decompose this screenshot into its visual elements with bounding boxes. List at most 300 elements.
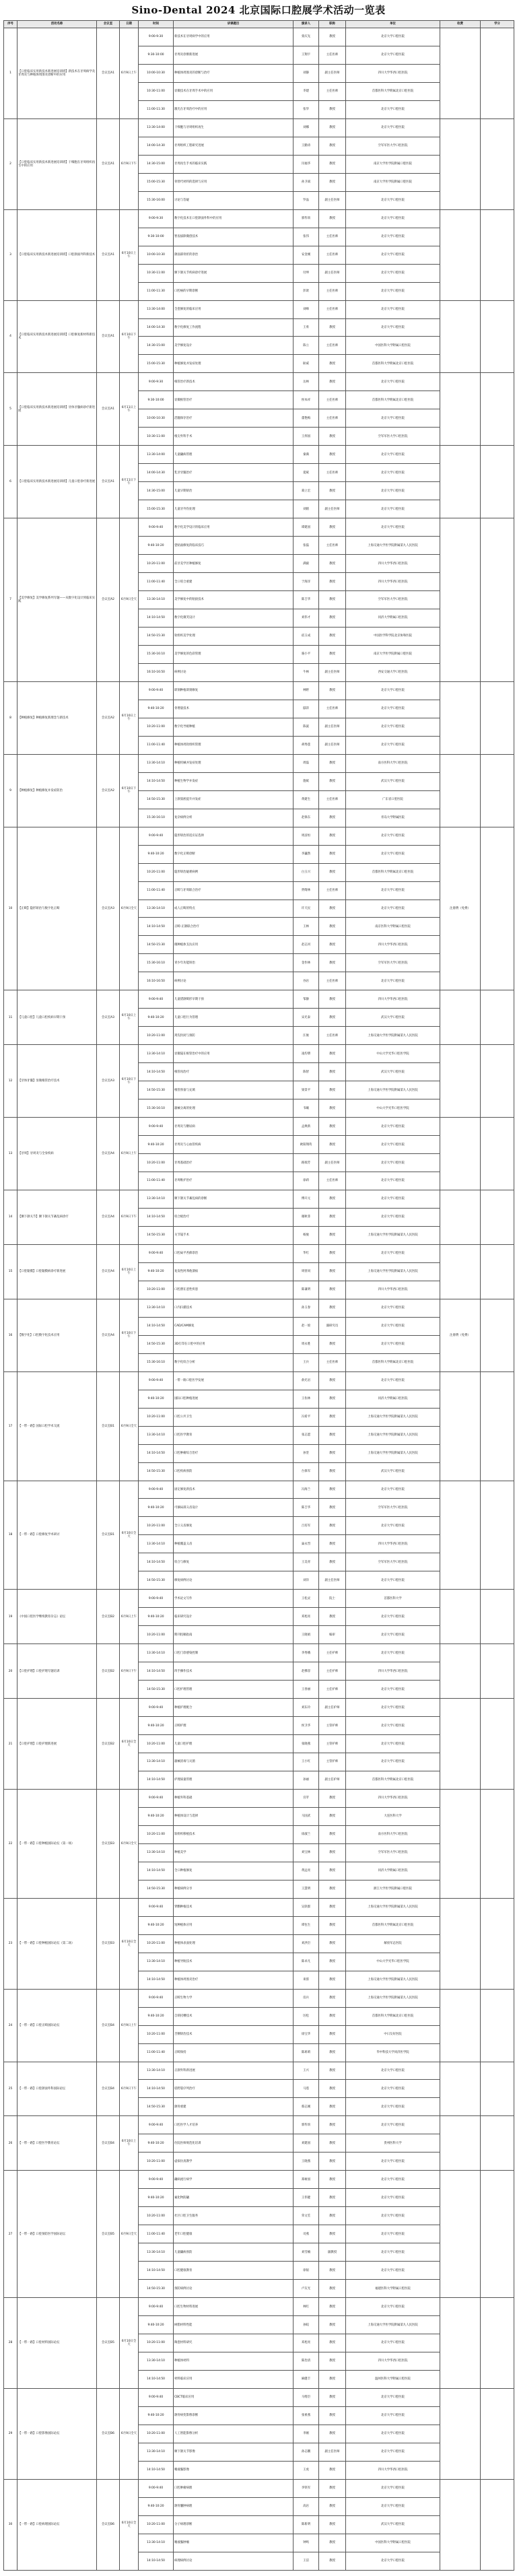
session-rank: 教授 bbox=[319, 2425, 346, 2443]
session-speaker: 房兵 bbox=[294, 1989, 319, 2007]
table-row bbox=[4, 446, 514, 464]
event-name: 【一带一路】口腔颌面外科国际论坛 bbox=[18, 2062, 97, 2116]
session-topic: 全瓷修复的临床应用 bbox=[174, 300, 294, 318]
session-speaker: 刘伟才 bbox=[294, 609, 319, 628]
session-time: 11:00-11:30 bbox=[139, 282, 174, 300]
session-rank: 教授 bbox=[319, 1426, 346, 1444]
session-org: 福建医科大学附属口腔医院 bbox=[346, 2280, 440, 2298]
session-rank: 教授 bbox=[319, 28, 346, 46]
session-time: 10:20-11:00 bbox=[139, 2515, 174, 2534]
session-topic: 美学修复中的粘接技术 bbox=[174, 591, 294, 609]
session-time: 14:50-15:30 bbox=[139, 2098, 174, 2116]
session-org: 南方医科大学口腔医院 bbox=[346, 754, 440, 772]
event-date: 6月9日全天 bbox=[120, 518, 139, 682]
table-row bbox=[4, 209, 514, 228]
session-rank: 教授 bbox=[319, 118, 346, 137]
session-speaker: 黄建生 bbox=[294, 790, 319, 809]
session-topic: 正畸-正颌联合治疗 bbox=[174, 918, 294, 936]
session-speaker: 施斌 bbox=[294, 772, 319, 790]
session-topic: 颌骨重建 bbox=[174, 2098, 294, 2116]
session-topic: 老年口腔健康 bbox=[174, 2225, 294, 2243]
session-time: 16:10-16:50 bbox=[139, 972, 174, 990]
session-rank: 教授 bbox=[319, 1934, 346, 1953]
event-number: 11 bbox=[4, 990, 18, 1045]
session-time: 14:00-14:30 bbox=[139, 137, 174, 155]
event-credit bbox=[481, 446, 514, 518]
session-speaker: 王虎 bbox=[294, 2461, 319, 2479]
event-fee bbox=[440, 1118, 481, 1190]
table-body bbox=[4, 28, 514, 2571]
event-number: 9 bbox=[4, 754, 18, 827]
session-rank: 主任医师 bbox=[319, 700, 346, 718]
session-topic: 种植机械并发症处理 bbox=[174, 754, 294, 772]
event-name: 【牙周】牙周炎与全身疾病 bbox=[18, 1118, 97, 1190]
session-speaker: 傅开元 bbox=[294, 1190, 319, 1209]
session-time: 14:10-14:50 bbox=[139, 1971, 174, 1989]
session-speaker: 谷岩 bbox=[294, 972, 319, 990]
session-time: 14:30-15:00 bbox=[139, 155, 174, 173]
event-fee bbox=[440, 681, 481, 754]
session-rank: 教授 bbox=[319, 2352, 346, 2371]
session-rank: 教授 bbox=[319, 173, 346, 191]
session-org: 北京大学口腔医院 bbox=[346, 681, 440, 700]
session-speaker: 李建 bbox=[294, 82, 319, 100]
event-name: 《中国口腔医学继续教育杂志》论坛 bbox=[18, 1590, 97, 1644]
column-header: 序号 bbox=[4, 21, 18, 28]
session-org: 北京大学口腔医院 bbox=[346, 2479, 440, 2497]
event-date: 6月10日上午 bbox=[120, 681, 139, 754]
session-org: 北京大学口腔医院 bbox=[346, 264, 440, 282]
session-time: 14:10-14:50 bbox=[139, 1771, 174, 1790]
session-time: 10:20-11:00 bbox=[139, 1408, 174, 1426]
session-speaker: 陈卓凡 bbox=[294, 1953, 319, 1971]
event-number: 16 bbox=[4, 1299, 18, 1371]
session-time: 15:30-16:10 bbox=[139, 645, 174, 663]
session-time: 13:30-14:10 bbox=[139, 1644, 174, 1662]
session-org: 四川大学华西口腔医院 bbox=[346, 936, 440, 954]
session-org: 北京大学口腔医院 bbox=[346, 500, 440, 518]
session-topic: 数字化正畸诊断 bbox=[174, 845, 294, 863]
column-header: 收费 bbox=[440, 21, 481, 28]
session-topic: 舌侧矫治技术 bbox=[174, 2025, 294, 2043]
event-credit bbox=[481, 1789, 514, 1898]
session-topic: 种植导航技术 bbox=[174, 1953, 294, 1971]
event-date: 6月9日下午 bbox=[120, 1190, 139, 1245]
event-fee bbox=[440, 1898, 481, 1989]
session-org: 大连医科大学 bbox=[346, 1807, 440, 1825]
session-time: 15:00-15:30 bbox=[139, 173, 174, 191]
event-number: 28 bbox=[4, 2298, 18, 2389]
session-speaker: 李巍然 bbox=[294, 845, 319, 863]
session-speaker: 王小红 bbox=[294, 1753, 319, 1771]
session-speaker: 吕培军 bbox=[294, 1517, 319, 1535]
session-topic: 预防病例讨论 bbox=[174, 2280, 294, 2298]
session-rank: 主任医师 bbox=[319, 464, 346, 482]
session-topic: 复发性阿弗他溃疡 bbox=[174, 1262, 294, 1281]
session-org: 广东省口腔医院 bbox=[346, 790, 440, 809]
event-room: 会议室A3 bbox=[97, 990, 120, 1045]
session-time: 9:40-10:20 bbox=[139, 2406, 174, 2425]
session-time: 14:00-14:30 bbox=[139, 318, 174, 337]
session-org: 西安交通大学口腔医院 bbox=[346, 663, 440, 681]
session-topic: 正畸生物力学 bbox=[174, 1989, 294, 2007]
session-topic: 儿童龋病管理 bbox=[174, 446, 294, 464]
event-date: 6月9日全天 bbox=[120, 2171, 139, 2298]
event-date: 6月10日全天 bbox=[120, 1699, 139, 1790]
event-fee bbox=[440, 1699, 481, 1790]
event-number: 3 bbox=[4, 209, 18, 300]
event-fee bbox=[440, 2298, 481, 2389]
session-org: 中国医科大学附属口腔医院 bbox=[346, 2534, 440, 2552]
session-rank: 教授 bbox=[319, 2406, 346, 2425]
event-room: 会议室A4 bbox=[97, 1244, 120, 1299]
event-credit bbox=[481, 1244, 514, 1299]
session-rank: 主管护师 bbox=[319, 1717, 346, 1735]
event-name: 【口腔临床实用新技术新进展培训班】新技术在牙周病学及牙周炎与种植体周围炎诊断中的应用 bbox=[18, 28, 97, 119]
session-topic: 病理病例讨论 bbox=[174, 2552, 294, 2570]
session-topic: 激光在牙周治疗中的应用 bbox=[174, 100, 294, 118]
session-org: 首都医科大学附属北京口腔医院 bbox=[346, 863, 440, 881]
session-topic: 显微根管治疗 bbox=[174, 391, 294, 409]
session-topic: 陶瓷材料研究 bbox=[174, 2334, 294, 2352]
session-time: 14:00-14:30 bbox=[139, 464, 174, 482]
session-rank: 副主任医师 bbox=[319, 718, 346, 736]
session-rank: 教授 bbox=[319, 482, 346, 500]
session-org: 空军军医大学口腔医院 bbox=[346, 1499, 440, 1517]
event-name: 【一带一路】口腔病理国际论坛 bbox=[18, 2479, 97, 2570]
session-topic: 颞下颌关节影像 bbox=[174, 2443, 294, 2461]
session-speaker: 高岩 bbox=[294, 2497, 319, 2515]
session-time: 14:10-14:50 bbox=[139, 2552, 174, 2570]
session-time: 9:40-10:20 bbox=[139, 1499, 174, 1517]
session-speaker: 王林 bbox=[294, 918, 319, 936]
column-header: 学分 bbox=[481, 21, 514, 28]
table-row bbox=[4, 1244, 514, 1262]
session-org: 北京大学口腔医院 bbox=[346, 1335, 440, 1353]
event-credit bbox=[481, 1190, 514, 1245]
session-speaker: 林红 bbox=[294, 2298, 319, 2316]
session-topic: 数字化技术在口腔颌面外科中的应用 bbox=[174, 209, 294, 228]
session-speaker: 束蓉 bbox=[294, 1971, 319, 1989]
event-date: 6月9日下午 bbox=[120, 1644, 139, 1699]
session-topic: 根管预备与充填 bbox=[174, 1081, 294, 1099]
session-speaker: 陈治清 bbox=[294, 2352, 319, 2371]
session-org: 空军军医大学口腔医院 bbox=[346, 591, 440, 609]
session-org: 武汉大学口腔医院 bbox=[346, 772, 440, 790]
session-speaker: 王佐林 bbox=[294, 1390, 319, 1408]
session-time: 15:00-15:30 bbox=[139, 500, 174, 518]
session-time: 14:50-15:30 bbox=[139, 1462, 174, 1481]
session-time: 14:10-14:50 bbox=[139, 1317, 174, 1335]
table-row bbox=[4, 1699, 514, 1717]
session-topic: 数字化微笑设计 bbox=[174, 609, 294, 628]
session-topic: 隐形矫治的适应证选择 bbox=[174, 827, 294, 845]
session-org: 北京大学口腔医院 bbox=[346, 2243, 440, 2262]
event-name: 【口腔护理】口腔护理专题培训 bbox=[18, 1644, 97, 1699]
session-org: 北京大学口腔医院 bbox=[346, 409, 440, 428]
table-row bbox=[4, 2116, 514, 2134]
session-speaker: 邸萍 bbox=[294, 700, 319, 718]
session-speaker: 谢秋菲 bbox=[294, 1208, 319, 1226]
event-room: 会议室A2 bbox=[97, 518, 120, 682]
session-speaker: 赵佛容 bbox=[294, 1662, 319, 1681]
session-speaker: 马莲 bbox=[294, 2080, 319, 2098]
session-rank: 教授 bbox=[319, 2189, 346, 2207]
session-rank: 教授 bbox=[319, 2116, 346, 2134]
event-credit bbox=[481, 2388, 514, 2479]
session-org: 北京大学口腔医院 bbox=[346, 881, 440, 900]
session-topic: 口腔扁平苔藓诊治 bbox=[174, 1244, 294, 1262]
event-room: 会议室A1 bbox=[97, 300, 120, 373]
session-speaker: 周曾同 bbox=[294, 1262, 319, 1281]
session-rank: 教授 bbox=[319, 318, 346, 337]
session-rank: 主管护师 bbox=[319, 1753, 346, 1771]
session-time: 9:00-9:40 bbox=[139, 681, 174, 700]
session-speaker: 孙志鹏 bbox=[294, 2443, 319, 2461]
session-rank: 教授 bbox=[319, 954, 346, 972]
session-speaker: 徐莉 bbox=[294, 1172, 319, 1190]
session-rank: 副主任医师 bbox=[319, 736, 346, 754]
session-time: 9:00-9:40 bbox=[139, 2388, 174, 2406]
session-speaker: 贾绮林 bbox=[294, 881, 319, 900]
session-speaker: 栾庆先 bbox=[294, 28, 319, 46]
session-topic: 临床研究设计 bbox=[174, 1608, 294, 1626]
session-speaker: 陈吉华 bbox=[294, 1499, 319, 1517]
session-time: 9:00-9:40 bbox=[139, 990, 174, 1009]
session-time: 10:20-11:00 bbox=[139, 2425, 174, 2443]
table-row bbox=[4, 754, 514, 772]
session-org: 武汉大学口腔医院 bbox=[346, 1063, 440, 1081]
session-time: 9:40-10:20 bbox=[139, 700, 174, 718]
session-speaker: 林野 bbox=[294, 681, 319, 700]
session-org: 首都医科大学附属北京口腔医院 bbox=[346, 391, 440, 409]
session-speaker: 荣文笙 bbox=[294, 2207, 319, 2225]
event-credit bbox=[481, 1989, 514, 2062]
session-org: 空军军医大学口腔医院 bbox=[346, 1553, 440, 1571]
event-fee bbox=[440, 2479, 481, 2570]
event-room: 会议室A1 bbox=[97, 373, 120, 446]
session-org: 北京大学口腔医院 bbox=[346, 2225, 440, 2243]
event-fee bbox=[440, 2116, 481, 2171]
event-fee bbox=[440, 1590, 481, 1644]
session-time: 14:10-14:50 bbox=[139, 2080, 174, 2098]
session-time: 13:30-14:10 bbox=[139, 1190, 174, 1209]
session-time: 14:30-15:00 bbox=[139, 482, 174, 500]
session-time: 13:30-14:10 bbox=[139, 900, 174, 918]
session-rank: 教授 bbox=[319, 918, 346, 936]
table-row bbox=[4, 373, 514, 391]
session-speaker: 李刚 bbox=[294, 2425, 319, 2443]
session-topic: 数字化修复工作流程 bbox=[174, 318, 294, 337]
session-speaker: 满毅 bbox=[294, 555, 319, 573]
session-rank: 教授 bbox=[319, 2534, 346, 2552]
session-org: 四川大学华西口腔医院 bbox=[346, 2461, 440, 2479]
session-speaker: 岳林 bbox=[294, 373, 319, 391]
session-rank: 主任医师 bbox=[319, 300, 346, 318]
session-speaker: 白玉兴 bbox=[294, 863, 319, 881]
session-rank: 副主任医师 bbox=[319, 2443, 346, 2461]
event-credit bbox=[481, 1644, 514, 1699]
session-time: 14:50-15:30 bbox=[139, 1335, 174, 1353]
session-time: 13:30-14:00 bbox=[139, 446, 174, 464]
event-credit bbox=[481, 518, 514, 682]
session-rank: 教授 bbox=[319, 1462, 346, 1481]
session-topic: 口腔医学人才培养 bbox=[174, 2116, 294, 2134]
event-credit bbox=[481, 1590, 514, 1644]
session-org: 空军军医大学口腔医院 bbox=[346, 137, 440, 155]
session-rank: 教授 bbox=[319, 1208, 346, 1226]
table-row bbox=[4, 2171, 514, 2189]
session-time: 9:00-9:40 bbox=[139, 2298, 174, 2316]
session-org: 北京大学口腔医院 bbox=[346, 827, 440, 845]
session-org: 南京大学医学院附属口腔医院 bbox=[346, 645, 440, 663]
session-org: 中山大学光华口腔医学院 bbox=[346, 1953, 440, 1971]
session-speaker: 陈立 bbox=[294, 337, 319, 355]
event-credit bbox=[481, 1371, 514, 1481]
session-speaker: 刘娜 bbox=[294, 118, 319, 137]
session-rank: 教授 bbox=[319, 2098, 346, 2116]
session-speaker: 刘建国 bbox=[294, 2134, 319, 2153]
session-topic: 病例讨论 bbox=[174, 972, 294, 990]
session-rank: 教授 bbox=[319, 772, 346, 790]
session-topic: 短种植体应用 bbox=[174, 1916, 294, 1934]
session-time: 9:40-10:20 bbox=[139, 537, 174, 555]
session-topic: 口腔肿瘤综合治疗 bbox=[174, 1444, 294, 1462]
session-topic: 可摘局部义齿设计 bbox=[174, 1499, 294, 1517]
session-rank: 教授 bbox=[319, 645, 346, 663]
session-rank: 教授 bbox=[319, 2043, 346, 2062]
event-fee bbox=[440, 300, 481, 373]
session-org: 北京大学口腔医院 bbox=[346, 2497, 440, 2515]
session-org: 上海交通大学医学院附属第九人民医院 bbox=[346, 1444, 440, 1462]
session-speaker: 巢永烈 bbox=[294, 1535, 319, 1553]
session-org: 北京大学口腔医院 bbox=[346, 46, 440, 64]
session-org: 北京大学口腔医院 bbox=[346, 845, 440, 863]
session-time: 13:30-14:10 bbox=[139, 1753, 174, 1771]
session-time: 9:00-9:40 bbox=[139, 1118, 174, 1136]
event-number: 4 bbox=[4, 300, 18, 373]
event-date: 6月10日全天 bbox=[120, 1898, 139, 1989]
event-room: 会议室B6 bbox=[97, 2479, 120, 2570]
session-org: 南京大学医学院附属口腔医院 bbox=[346, 155, 440, 173]
session-org: 北京大学口腔医院 bbox=[346, 464, 440, 482]
session-topic: 种植体材料 bbox=[174, 2352, 294, 2371]
session-speaker: 王兴 bbox=[294, 2062, 319, 2080]
session-org: 上海交通大学医学院附属第九人民医院 bbox=[346, 1898, 440, 1916]
session-rank: 主任护师 bbox=[319, 1681, 346, 1699]
session-time: 13:30-14:00 bbox=[139, 118, 174, 137]
table-row bbox=[4, 2479, 514, 2497]
event-date: 6月11日下午 bbox=[120, 446, 139, 518]
event-number: 18 bbox=[4, 1481, 18, 1590]
session-time: 14:50-15:30 bbox=[139, 790, 174, 809]
session-rank: 教授 bbox=[319, 1045, 346, 1063]
session-rank: 主任医师 bbox=[319, 1172, 346, 1190]
event-credit bbox=[481, 2116, 514, 2171]
event-number: 27 bbox=[4, 2171, 18, 2298]
session-speaker: 侯本祥 bbox=[294, 391, 319, 409]
session-org: 温州医科大学附属口腔医院 bbox=[346, 2370, 440, 2388]
session-rank: 教授 bbox=[319, 1009, 346, 1027]
event-name: 【一带一路】口腔修复学术研讨 bbox=[18, 1481, 97, 1590]
session-topic: 牙周炎与心血管疾病 bbox=[174, 1136, 294, 1154]
session-topic: 瓷贴面修复的临床技巧 bbox=[174, 537, 294, 555]
session-org: 中国医科大学附属口腔医院 bbox=[346, 337, 440, 355]
session-topic: 种植病例分享 bbox=[174, 1880, 294, 1898]
session-topic: 口腔医学教育 bbox=[174, 1426, 294, 1444]
session-org: 上海交通大学医学院附属第九人民医院 bbox=[346, 1971, 440, 1989]
session-rank: 教授 bbox=[319, 1118, 346, 1136]
session-rank: 教授 bbox=[319, 1989, 346, 2007]
session-topic: 龋病流行病学 bbox=[174, 2171, 294, 2189]
event-room: 会议室B4 bbox=[97, 1989, 120, 2062]
session-org: 北京大学口腔医院 bbox=[346, 446, 440, 464]
session-speaker: 刘雪楠 bbox=[294, 2243, 319, 2262]
session-speaker: 欧阳翔英 bbox=[294, 1136, 319, 1154]
session-speaker: 谭建国 bbox=[294, 518, 319, 537]
session-rank: 教授 bbox=[319, 1136, 346, 1154]
session-rank: 教授 bbox=[319, 1262, 346, 1281]
session-time: 9:30-10:00 bbox=[139, 391, 174, 409]
session-org: 武汉大学口腔医院 bbox=[346, 2515, 440, 2534]
session-time: 15:30-16:10 bbox=[139, 954, 174, 972]
column-header: 职称 bbox=[319, 21, 346, 28]
event-room: 会议室B1 bbox=[97, 1481, 120, 1590]
session-time: 10:00-10:30 bbox=[139, 409, 174, 428]
session-time: 9:40-10:20 bbox=[139, 1262, 174, 1281]
session-topic: 正畸保持 bbox=[174, 2043, 294, 2062]
session-rank: 院士 bbox=[319, 1590, 346, 1608]
session-org: 上海交通大学医学院附属第九人民医院 bbox=[346, 1081, 440, 1099]
session-org: 北京大学口腔医院 bbox=[346, 2298, 440, 2316]
session-org: 北京大学口腔医院 bbox=[346, 1517, 440, 1535]
session-topic: 牙周炎诊断新进展 bbox=[174, 46, 294, 64]
session-time: 15:30-16:10 bbox=[139, 1099, 174, 1118]
event-room: 会议室A1 bbox=[97, 28, 120, 119]
session-speaker: 邓旭亮 bbox=[294, 1608, 319, 1626]
session-org: 北京大学口腔医院 bbox=[346, 228, 440, 246]
session-rank: 教授 bbox=[319, 2080, 346, 2098]
event-name: 【一带一路】国际口腔学术交流 bbox=[18, 1371, 97, 1481]
session-time: 9:00-9:40 bbox=[139, 1989, 174, 2007]
session-time: 10:20-11:00 bbox=[139, 1154, 174, 1172]
session-time: 13:30-14:10 bbox=[139, 2534, 174, 2552]
session-rank: 教授 bbox=[319, 2262, 346, 2280]
session-topic: 口腔门诊感染控制 bbox=[174, 1644, 294, 1662]
session-topic: 儿童早期矫治 bbox=[174, 482, 294, 500]
event-date: 6月9日上午 bbox=[120, 1590, 139, 1644]
session-org: 首都医科大学附属北京口腔医院 bbox=[346, 355, 440, 373]
table-row bbox=[4, 827, 514, 845]
session-topic: 关节镜手术 bbox=[174, 1226, 294, 1244]
session-speaker: 王兵 bbox=[294, 1353, 319, 1371]
session-speaker: 陈智 bbox=[294, 1063, 319, 1081]
session-speaker: 王勤涛 bbox=[294, 137, 319, 155]
session-rank: 教授 bbox=[319, 1190, 346, 1209]
session-org: 北京大学口腔医院 bbox=[346, 118, 440, 137]
session-speaker: 邓旭亮 bbox=[294, 2334, 319, 2352]
session-rank: 教授 bbox=[319, 900, 346, 918]
event-fee bbox=[440, 1244, 481, 1299]
session-time: 14:50-15:30 bbox=[139, 1081, 174, 1099]
session-rank: 教授 bbox=[319, 681, 346, 700]
session-topic: 颌骨囊肿病理 bbox=[174, 2497, 294, 2515]
event-room: 会议室B5 bbox=[97, 2298, 120, 2389]
session-topic: 青少年功能矫治 bbox=[174, 954, 294, 972]
session-time: 14:50-15:30 bbox=[139, 627, 174, 645]
session-org: 中山大学光华口腔医学院 bbox=[346, 1045, 440, 1063]
session-time: 9:30-10:00 bbox=[139, 46, 174, 64]
